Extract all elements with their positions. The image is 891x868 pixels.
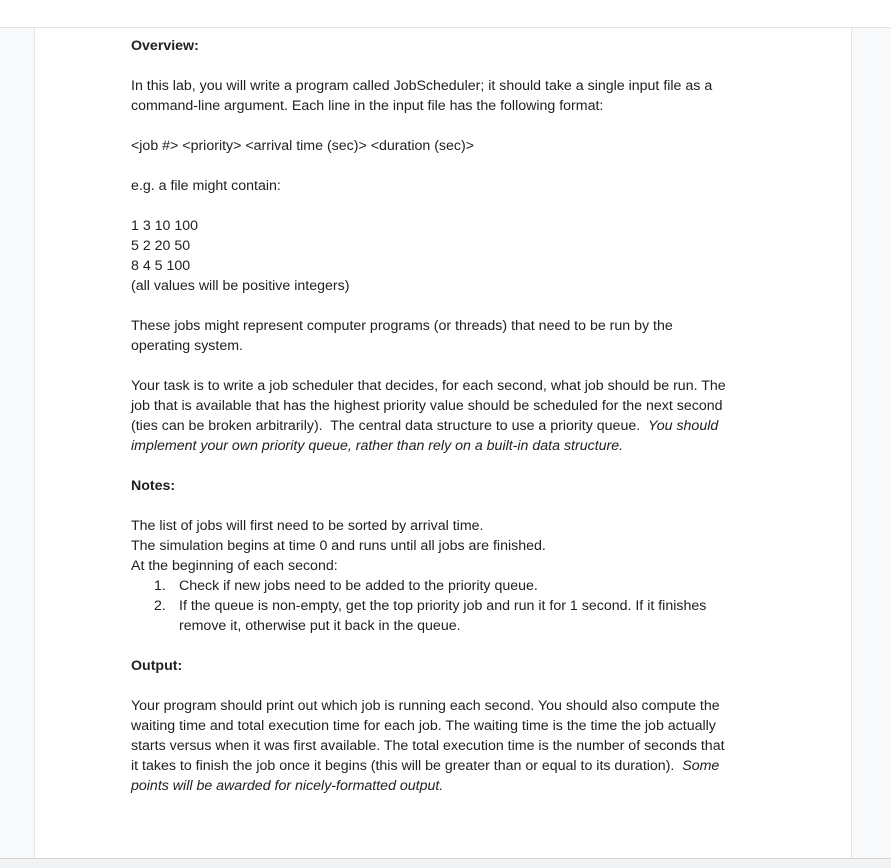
list-item-text: If the queue is non-empty, get the top priority job and run it for 1 second. If it finishes	[179, 598, 707, 614]
output-line-4-italic: Some	[682, 758, 720, 774]
notes-heading: Notes:	[131, 478, 176, 494]
output-line-5: points will be awarded for nicely-formatted output.	[131, 778, 444, 794]
intro-line-2: command-line argument. Each line in the input file has the following format:	[131, 98, 604, 114]
list-item-number: 1.	[154, 578, 166, 594]
task-line-4: implement your own priority queue, rather than rely on a built-in data structure.	[131, 438, 624, 454]
example-line: 8 4 5 100	[131, 258, 191, 274]
task-line-1: Your task is to write a job scheduler that decides, for each second, what job should be run. The	[131, 378, 726, 394]
output-line-1: Your program should print out which job is running each second. You should also compute the	[131, 698, 720, 714]
task-line-3-plain: (ties can be broken arbitrarily). The central data structure to use a priority queue.	[131, 418, 649, 434]
list-item-number: 2.	[154, 598, 166, 614]
task-line-3-italic: You should	[648, 418, 719, 434]
notes-line-2: The simulation begins at time 0 and runs until all jobs are finished.	[131, 538, 546, 554]
list-item	[131, 596, 763, 636]
jobs-line-2: operating system.	[131, 338, 243, 354]
example-line: 5 2 20 50	[131, 238, 191, 254]
top-toolbar	[0, 0, 891, 28]
intro-line-1: In this lab, you will write a program called JobScheduler; it should take a single input file as a	[131, 78, 713, 94]
task-line-3	[131, 416, 763, 436]
steps-list	[131, 576, 763, 636]
example-note: (all values will be positive integers)	[131, 278, 350, 294]
output-line-3: starts versus when it was first available. The total execution time is the number of seconds that	[131, 738, 725, 754]
list-item-text-continued: remove it, otherwise put it back in the queue.	[179, 618, 461, 634]
format-line: <job #> <priority> <arrival time (sec)> <duration (sec)>	[131, 138, 475, 154]
notes-line-1: The list of jobs will first need to be sorted by arrival time.	[131, 518, 484, 534]
example-intro: e.g. a file might contain:	[131, 178, 281, 194]
list-item	[131, 576, 763, 596]
overview-heading: Overview:	[131, 38, 199, 54]
jobs-line-1: These jobs might represent computer programs (or threads) that need to be run by the	[131, 318, 673, 334]
example-line: 1 3 10 100	[131, 218, 199, 234]
output-heading: Output:	[131, 658, 183, 674]
output-line-4-plain: it takes to finish the job once it begins (this will be greater than or equal to its duration).	[131, 758, 683, 774]
document-body	[131, 36, 763, 796]
output-line-4	[131, 756, 763, 776]
document-page	[34, 28, 852, 858]
list-item-text: Check if new jobs need to be added to the priority queue.	[179, 578, 538, 594]
output-line-2: waiting time and total execution time for each job. The waiting time is the time the job actually	[131, 718, 716, 734]
notes-line-3: At the beginning of each second:	[131, 558, 338, 574]
task-line-2: job that is available that has the highest priority value should be scheduled for the next second	[131, 398, 723, 414]
